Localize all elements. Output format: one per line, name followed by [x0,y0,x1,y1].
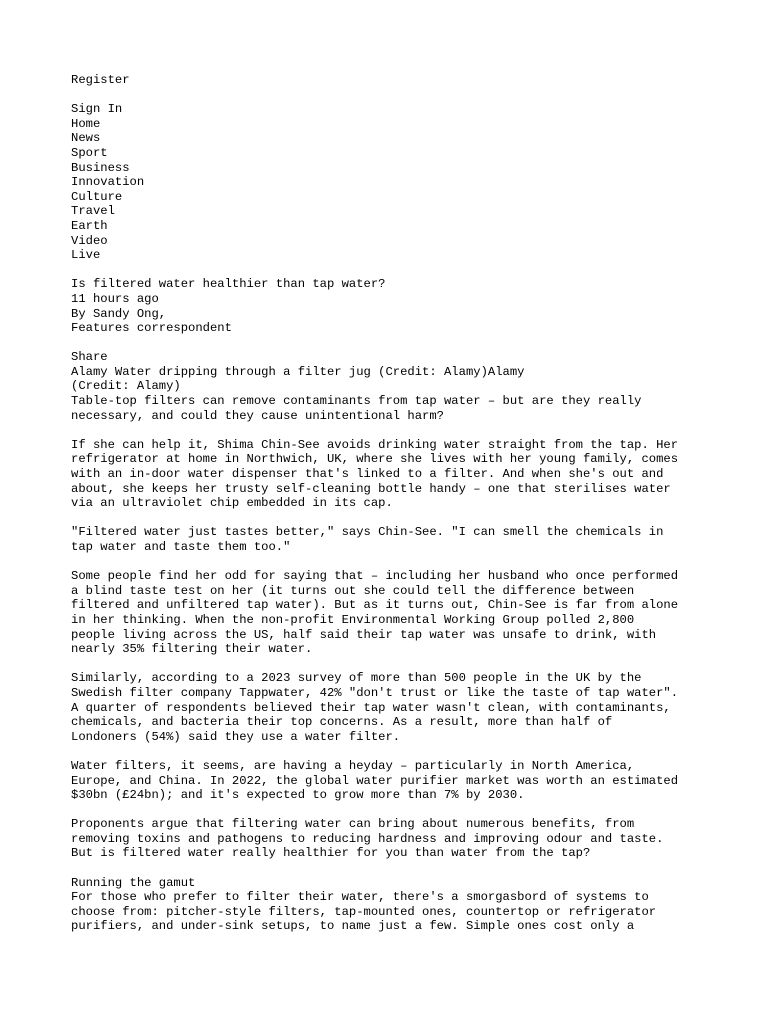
paragraph-line: $30bn (£24bn); and it's expected to grow more than 7% by 2030. [71,788,525,803]
paragraph-line: For those who prefer to filter their water, there's a smorgasbord of systems to [71,890,649,905]
paragraph-line: tap water and taste them too." [71,540,291,554]
spacer [71,803,711,818]
register-link[interactable]: Register [71,73,130,87]
paragraph-line: Swedish filter company Tappwater, 42% "don't trust or like the taste of tap water". [71,685,679,700]
article-byline: By Sandy Ong, [71,306,167,321]
paragraph-line: via an ultraviolet chip embedded in its cap. [71,496,393,511]
paragraph-line: A quarter of respondents believed their tap water wasn't clean, with contaminants, [71,700,671,715]
paragraph-line: Europe, and China. In 2022, the global water purifier market was worth an estimated [71,773,679,788]
sign-in-link[interactable]: Sign In [71,102,123,117]
spacer [71,336,711,351]
article-paragraph-2 [71,525,711,554]
article-paragraph-7 [71,890,711,934]
paragraph-line: chemicals, and bacteria their top concerns. As a result, more than half of [71,715,613,730]
paragraph-line: "Filtered water just tastes better," says Chin-See. "I can smell the chemicals in [71,525,664,540]
spacer [71,88,711,103]
paragraph-line: removing toxins and pathogens to reducing hardness and improving odour and taste. [71,831,664,846]
paragraph-line: filtered and unfiltered tap water). But as it turns out, Chin-See is far from alone [71,598,679,613]
paragraph-line: Londoners (54%) said they use a water filter. [71,729,401,744]
nav-item-live[interactable]: Live [71,248,101,263]
article-paragraph-1 [71,438,711,511]
paragraph-line: choose from: pitcher-style filters, tap-mounted ones, countertop or refrigerator [71,904,657,919]
paragraph-line: Some people find her odd for saying that – including her husband who once performed [71,569,679,584]
article-paragraph-5 [71,759,711,803]
article-author-role: Features correspondent [71,321,232,336]
nav-item-culture[interactable]: Culture [71,189,123,204]
main-nav [71,117,711,263]
paragraph-line: If she can help it, Shima Chin-See avoids drinking water straight from the tap. Her [71,437,679,452]
article-timestamp: 11 hours ago [71,291,159,306]
paragraph-line: Proponents argue that filtering water can bring about numerous benefits, from [71,817,635,832]
article-standfirst [71,394,711,423]
nav-item-video[interactable]: Video [71,233,108,248]
spacer [71,511,711,526]
paragraph-line: Water filters, it seems, are having a heyday – particularly in North America, [71,758,635,773]
article-title: Is filtered water healthier than tap water? [71,277,386,292]
paragraph-line: in her thinking. When the non-profit Environmental Working Group polled 2,800 [71,612,635,627]
standfirst-line: necessary, and could they cause unintentional harm? [71,408,444,423]
nav-item-innovation[interactable]: Innovation [71,175,145,190]
standfirst-line: Table-top filters can remove contaminants from tap water – but are they really [71,394,642,409]
paragraph-line: a blind taste test on her (it turns out she could tell the difference between [71,583,635,598]
paragraph-line: nearly 35% filtering their water. [71,642,313,657]
spacer [71,423,711,438]
article-subheading: Running the gamut [71,875,196,890]
nav-item-earth[interactable]: Earth [71,218,108,233]
nav-item-travel[interactable]: Travel [71,204,115,219]
paragraph-line: Similarly, according to a 2023 survey of more than 500 people in the UK by the [71,671,642,686]
nav-item-news[interactable]: News [71,131,101,146]
image-credit: (Credit: Alamy) [71,379,181,394]
article-paragraph-6 [71,817,711,861]
paragraph-line: purifiers, and under-sink setups, to name just a few. Simple ones cost only a [71,919,635,934]
article-paragraph-4 [71,671,711,744]
article [71,277,711,934]
image-caption: Alamy Water dripping through a filter jug (Credit: Alamy)Alamy [71,364,525,379]
spacer [71,861,711,876]
nav-item-business[interactable]: Business [71,160,130,175]
spacer [71,263,711,278]
spacer [71,657,711,672]
share-button[interactable]: Share [71,350,108,365]
paragraph-line: about, she keeps her trusty self-cleaning bottle handy – one that sterilises water [71,481,671,496]
paragraph-line: people living across the US, half said their tap water was unsafe to drink, with [71,627,657,642]
article-paragraph-3 [71,569,711,657]
paragraph-line: refrigerator at home in Northwich, UK, where she lives with her young family, comes [71,452,679,467]
nav-item-home[interactable]: Home [71,116,101,131]
spacer [71,744,711,759]
paragraph-line: with an in-door water dispenser that's linked to a filter. And when she's out and [71,467,664,482]
nav-item-sport[interactable]: Sport [71,145,108,160]
paragraph-line: But is filtered water really healthier for you than water from the tap? [71,846,591,861]
spacer [71,555,711,570]
